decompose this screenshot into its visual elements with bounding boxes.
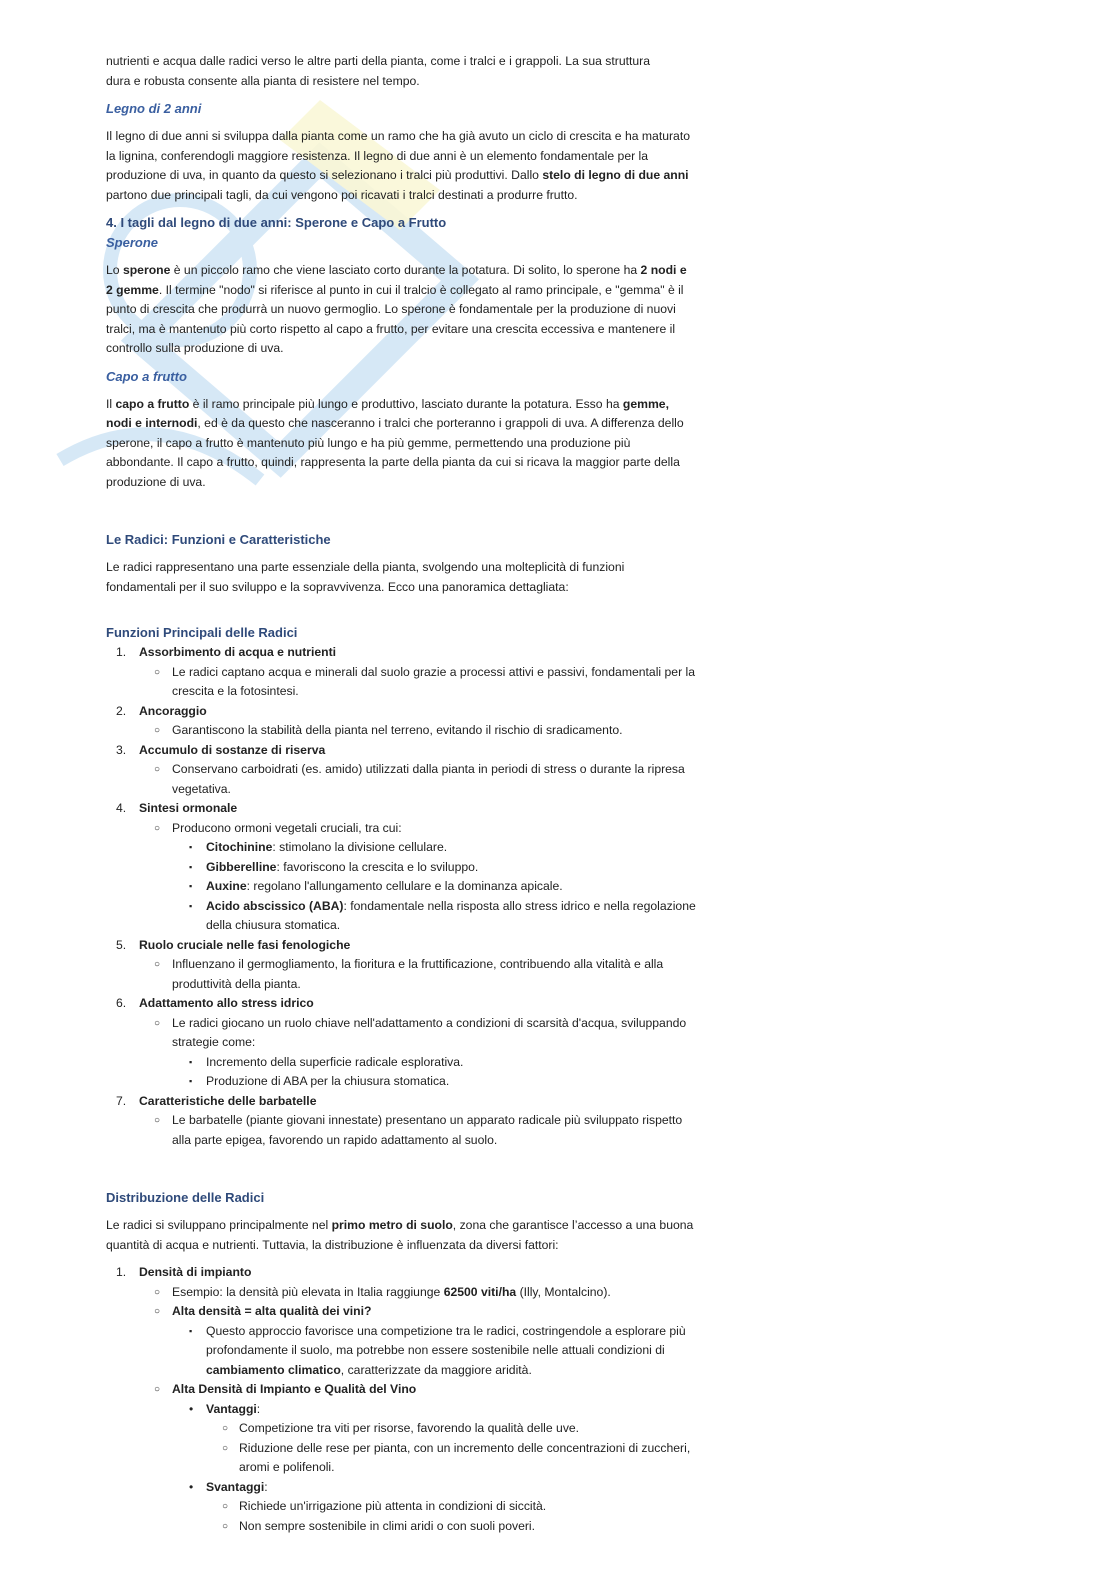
list-item: ○ Esempio: la densità più elevata in Italia raggiunge 62500 viti/ha (Illy, Montalcino). <box>154 1284 611 1299</box>
list-item: ○ Le barbatelle (piante giovani innestate) presentano un apparato radicale più sviluppato rispetto alla parte epigea, favorendo un rapido adattamento al suolo. <box>154 1113 683 1147</box>
intro-line-1: nutrienti e acqua dalle radici verso le altre parti della pianta, come i tralci e i grappoli. La sua struttura <box>106 54 650 68</box>
list-item: ○ Richiede un'irrigazione più attenta in condizioni di siccità. <box>222 1499 547 1513</box>
list-item: • Vantaggi: <box>189 1401 261 1416</box>
paragraph-radici-intro: Le radici rappresentano una parte essenziale della pianta, svolgendo una molteplicità di funzioni fondamentali per il suo sviluppo e la sopravvivenza. Ecco una panoramica dettagliata: <box>106 560 625 594</box>
list-item: 4. Sintesi ormonale <box>116 801 238 815</box>
list-item: ▪ Produzione di ABA per la chiusura stomatica. <box>189 1074 450 1088</box>
list-item: 1. Densità di impianto <box>116 1265 252 1279</box>
list-item: 2. Ancoraggio <box>116 703 207 718</box>
heading-radici: Le Radici: Funzioni e Caratteristiche <box>106 532 331 547</box>
list-item: ○ Conservano carboidrati (es. amido) utilizzati dalla pianta in periodi di stress o durante la ripresa vegetativa. <box>154 762 685 796</box>
list-item: ▪ Auxine: regolano l'allungamento cellulare e la dominanza apicale. <box>189 879 563 893</box>
list-item: ○ Influenzano il germogliamento, la fioritura e la fruttificazione, contribuendo alla vitalità e alla produttività della pianta. <box>154 957 664 991</box>
list-item: ▪ Incremento della superficie radicale esplorativa. <box>189 1054 464 1069</box>
heading-sperone: Sperone <box>106 235 159 250</box>
list-funzioni <box>106 643 696 1150</box>
list-item: ○ Le radici captano acqua e minerali dal suolo grazie a processi attivi e passivi, fondamentali per la crescita e la fotosintesi. <box>154 664 695 698</box>
paragraph-distribuzione: Le radici si sviluppano principalmente nel primo metro di suolo, zona che garantisce l’accesso a una buona quantità di acqua e nutrienti. Tuttavia, la distribuzione è influenzata da diversi fattori: <box>106 1218 694 1252</box>
list-item: ○ Alta Densità di Impianto e Qualità del Vino <box>154 1382 417 1396</box>
list-item: • Svantaggi: <box>189 1479 268 1494</box>
list-item: 7. Caratteristiche delle barbatelle <box>116 1093 317 1108</box>
list-item: ▪ Acido abscissico (ABA): fondamentale nella risposta allo stress idrico e nella regolazione della chiusura stomatica. <box>189 898 696 932</box>
intro-line-2: dura e robusta consente alla pianta di resistere nel tempo. <box>106 73 420 88</box>
intro-paragraph <box>106 52 696 91</box>
list-item: ○ Alta densità = alta qualità dei vini? <box>154 1304 372 1318</box>
paragraph-legno-2-anni: Il legno di due anni si sviluppa dalla pianta come un ramo che ha già avuto un ciclo di crescita e ha maturato la lignina, conferendogli maggiore resistenza. Il legno di due anni è un elemento fondamentale per la produzione di uva, in quanto da questo si selezionano i tralci più produttivi. Dallo stelo di legno di due anni partono due principali tagli, da cui vengono poi ricavati i tralci destinati a produrre frutto. <box>106 129 690 202</box>
list-item: ○ Producono ormoni vegetali cruciali, tra cui: <box>154 820 402 835</box>
heading-capo-a-frutto: Capo a frutto <box>106 368 187 384</box>
list-item: 6. Adattamento allo stress idrico <box>116 996 314 1010</box>
list-item: ○ Garantiscono la stabilità della pianta nel terreno, evitando il rischio di sradicamento. <box>154 723 623 737</box>
heading-funzioni: Funzioni Principali delle Radici <box>106 625 298 640</box>
list-item: 3. Accumulo di sostanze di riserva <box>116 742 326 757</box>
paragraph-sperone: Lo sperone è un piccolo ramo che viene lasciato corto durante la potatura. Di solito, lo sperone ha 2 nodi e 2 gemme. Il termine "nodo" si riferisce al punto in cui il tralcio è collegato al ramo principale, e "gemma" è il punto di crescita che produrrà un nuovo germoglio. Lo sperone è fondamentale per la produzione di nuovi tralci, ma è mantenuto più corto rispetto al capo a frutto, per evitare una crescita eccessiva e mantenere il controllo sulla produzione di uva. <box>106 263 687 355</box>
list-item: ○ Competizione tra viti per risorse, favorendo la qualità delle uve. <box>222 1421 580 1435</box>
heading-legno-2-anni: Legno di 2 anni <box>106 101 202 116</box>
list-distribuzione <box>106 1263 696 1536</box>
paragraph-capo-a-frutto: Il capo a frutto è il ramo principale più lungo e produttivo, lasciato durante la potatura. Esso ha gemme, nodi e internodi, ed è da questo che nasceranno i tralci che porteranno i grappoli di uva. A differenza dello sperone, il capo a frutto è mantenuto più lungo e ha più gemme, permettendo una produzione più abbondante. Il capo a frutto, quindi, rappresenta la parte della pianta da cui si ricava la maggior parte della produzione di uva. <box>106 396 684 489</box>
list-item: ▪ Questo approccio favorisce una competizione tra le radici, costringendole a esplorare più profondamente il suolo, ma potrebbe non essere sostenibile nelle attuali condizioni di cambiamento climatico, caratterizzate da maggiore aridità. <box>189 1323 686 1377</box>
list-item: ▪ Gibberelline: favoriscono la crescita e lo sviluppo. <box>189 859 479 874</box>
list-item: ○ Riduzione delle rese per pianta, con un incremento delle concentrazioni di zuccheri, aromi e polifenoli. <box>222 1440 691 1474</box>
list-item: ○ Non sempre sostenibile in climi aridi o con suoli poveri. <box>222 1518 536 1533</box>
heading-distribuzione: Distribuzione delle Radici <box>106 1190 265 1205</box>
list-item: 1. Assorbimento di acqua e nutrienti <box>116 645 337 659</box>
document-page <box>106 52 696 1536</box>
list-item: ○ Le radici giocano un ruolo chiave nell'adattamento a condizioni di scarsità d'acqua, sviluppando strategie come: <box>154 1015 687 1049</box>
list-item: 5. Ruolo cruciale nelle fasi fenologiche <box>116 937 351 952</box>
heading-tagli: 4. I tagli dal legno di due anni: Sperone e Capo a Frutto <box>106 215 447 230</box>
list-item: ▪ Citochinine: stimolano la divisione cellulare. <box>189 840 448 854</box>
